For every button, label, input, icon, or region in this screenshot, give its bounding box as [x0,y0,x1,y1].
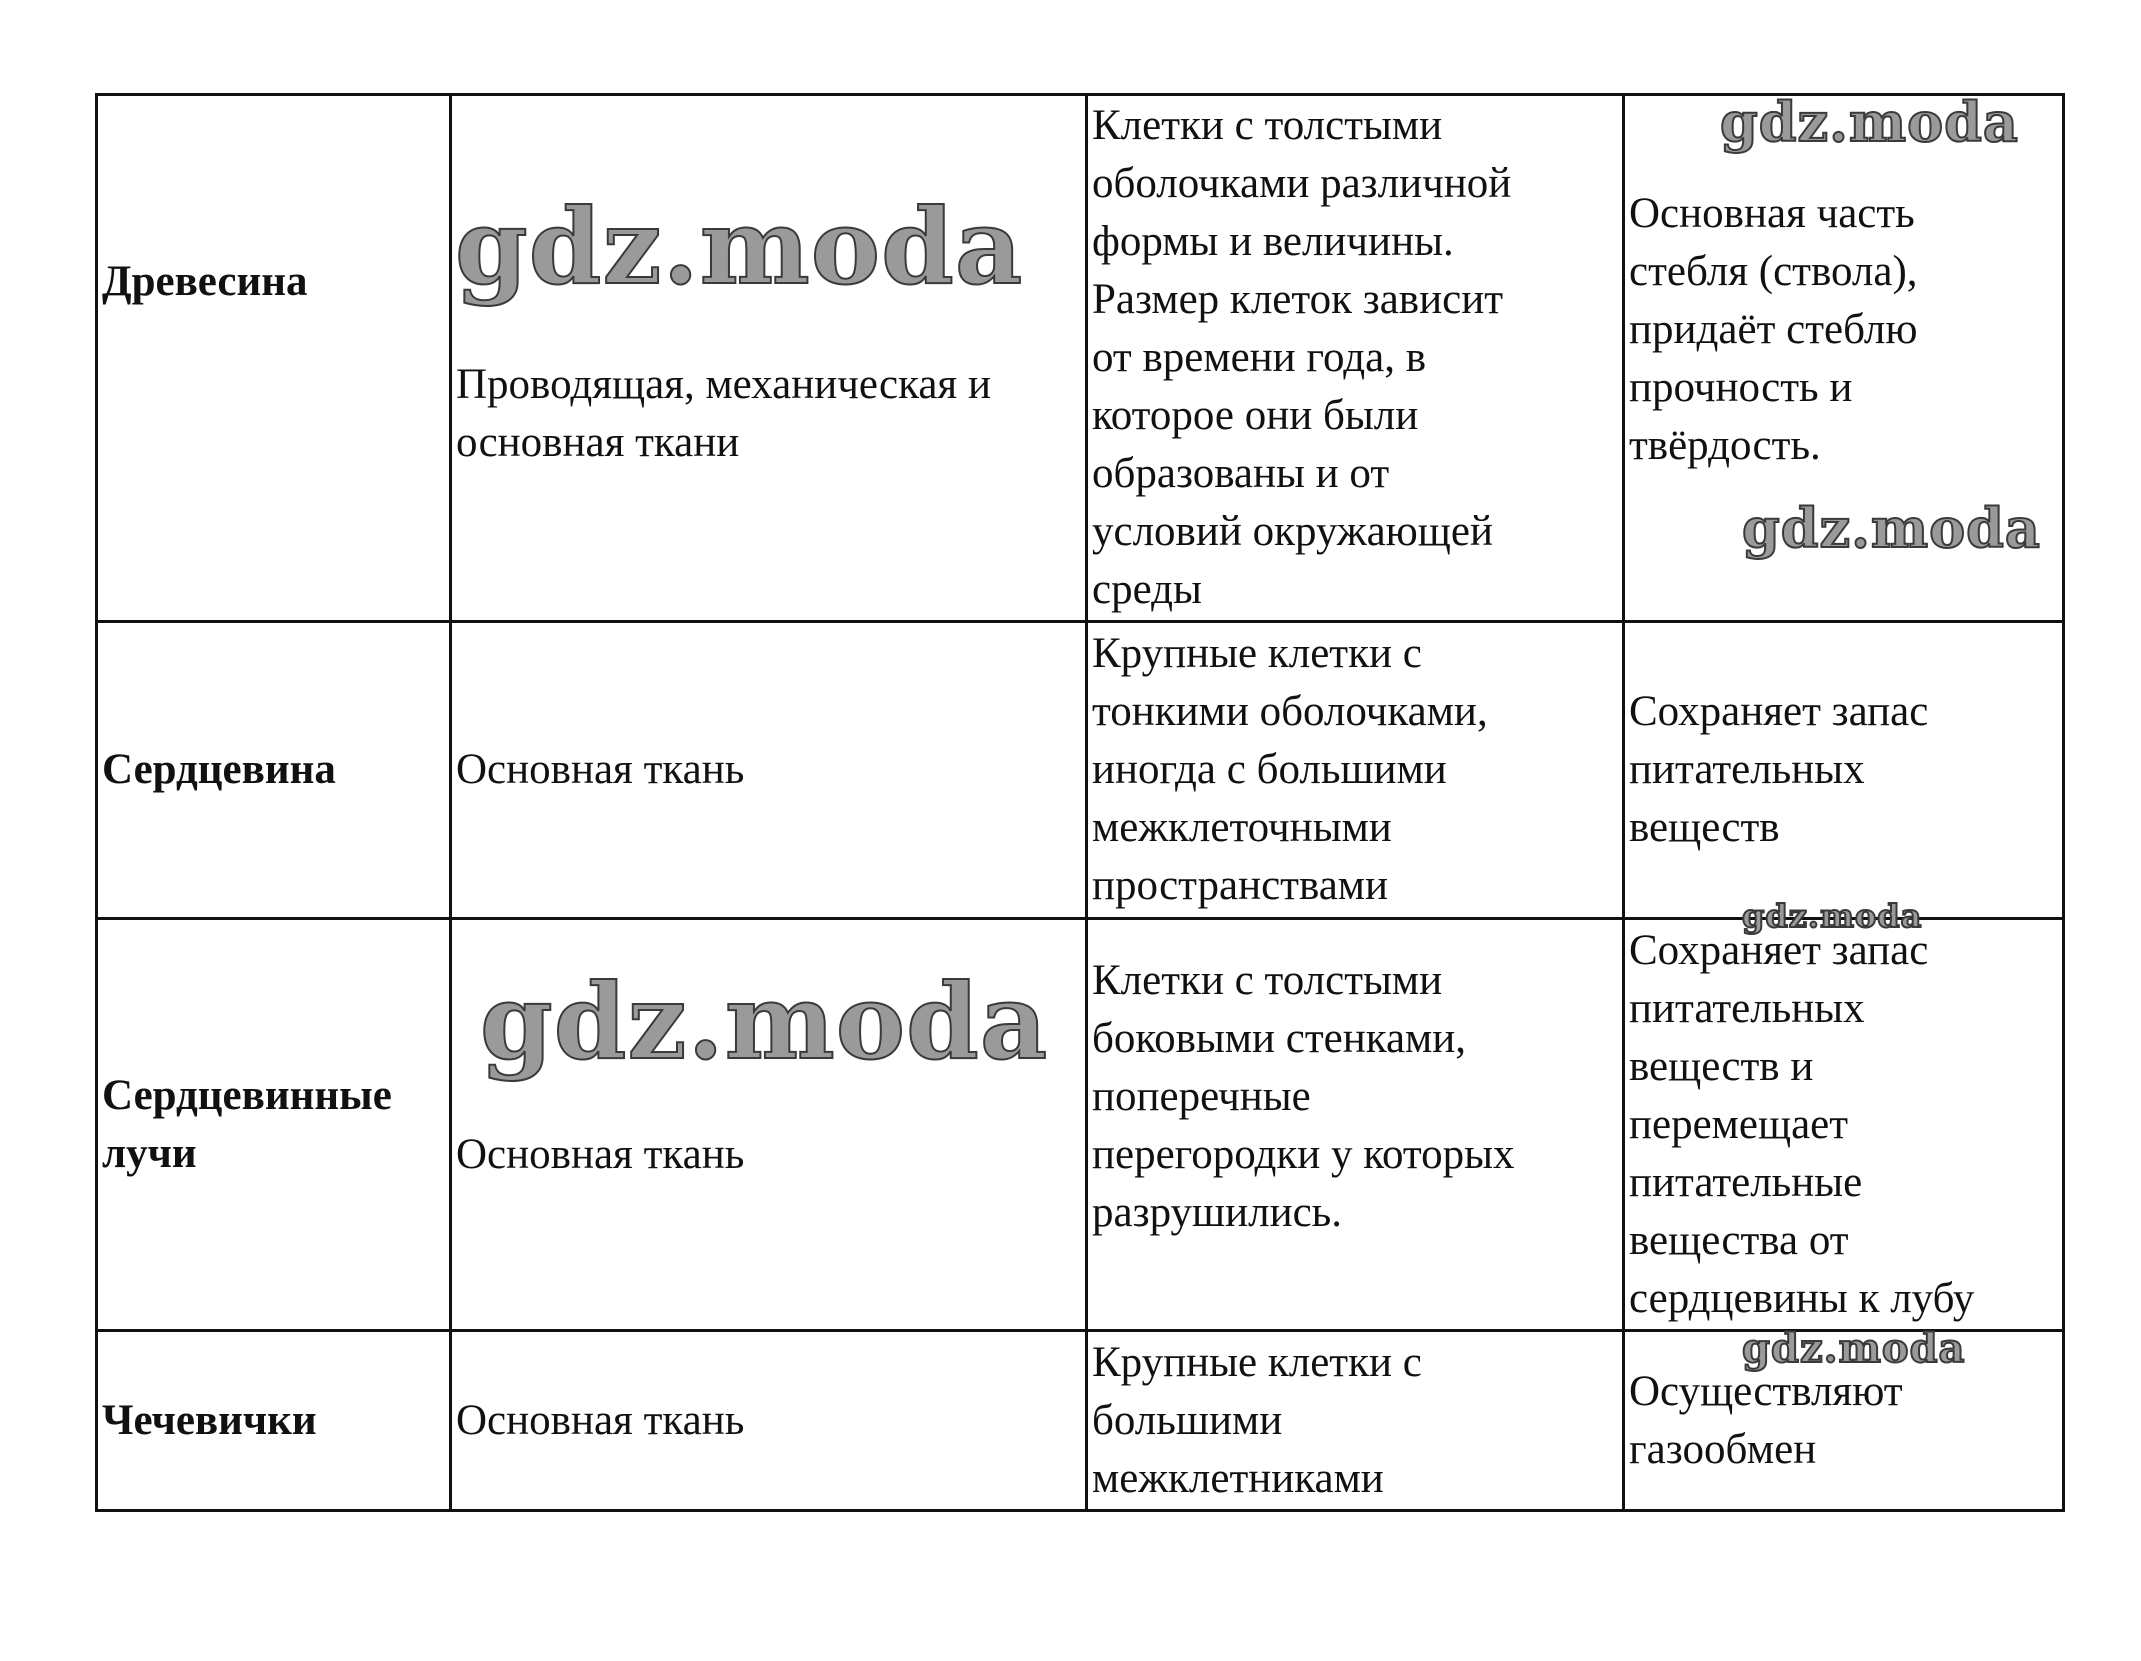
structure-cell [1087,919,1624,1331]
tissue-name-cell [97,1331,451,1511]
tissue-type-cell [451,622,1087,919]
watermark: gdz.moda [480,960,1049,1083]
function-cell [1624,95,2064,622]
tissue-type-cell [451,95,1087,622]
structure-cell [1087,1331,1624,1511]
tissue-type-cell [451,919,1087,1331]
watermark: gdz.moda [1742,1325,1966,1372]
function-text: Сохраняет запас питательных веществ и перемещает питательные вещества от сердцевины к лубу [1629,926,1975,1322]
table-row [97,1331,2064,1511]
tissue-type: Основная ткань [456,1396,745,1444]
tissue-name: Сердцевина [102,746,336,793]
structure-text: Крупные клетки с тонкими оболочками, иногда с большими межклеточными пространствами [1092,630,1488,909]
function-cell [1624,1331,2064,1511]
watermark: gdz.moda [455,185,1024,308]
tissue-type: Основная ткань [456,746,745,793]
tissue-name-cell [97,919,451,1331]
structure-cell [1087,622,1624,919]
tissue-type-cell [451,1331,1087,1511]
tissue-name: Сердцевинные лучи [102,1071,392,1177]
structure-cell [1087,95,1624,622]
tissue-name-cell [97,622,451,919]
tissue-type: Основная ткань [456,1130,745,1178]
table-row [97,622,2064,919]
table-row [97,95,2064,622]
function-cell [1624,919,2064,1331]
watermark: gdz.moda [1720,90,2019,154]
function-text: Основная часть стебля (ствола), придаёт стеблю прочность и твёрдость. [1629,190,1918,469]
table-row [97,919,2064,1331]
structure-text: Клетки с толстыми боковыми стенками, поперечные перегородки у которых разрушились. [1092,956,1515,1236]
structure-text: Клетки с толстыми оболочками различной формы и величины. Размер клеток зависит от времени года, в которое они были образованы и от условий окружающей среды [1092,102,1512,613]
watermark: gdz.moda [1742,897,1923,935]
function-text: Осуществляют газообмен [1629,1367,1903,1473]
tissue-table [95,93,2065,1512]
tissue-type: Проводящая, механическая и основная ткани [456,361,991,466]
function-text: Сохраняет запас питательных веществ [1629,688,1929,851]
tissue-name-cell [97,95,451,622]
watermark: gdz.moda [1742,496,2041,560]
tissue-name: Чечевички [102,1396,317,1444]
structure-text: Крупные клетки с большими межклетниками [1092,1338,1422,1502]
tissue-name: Древесина [102,258,308,305]
function-cell [1624,622,2064,919]
